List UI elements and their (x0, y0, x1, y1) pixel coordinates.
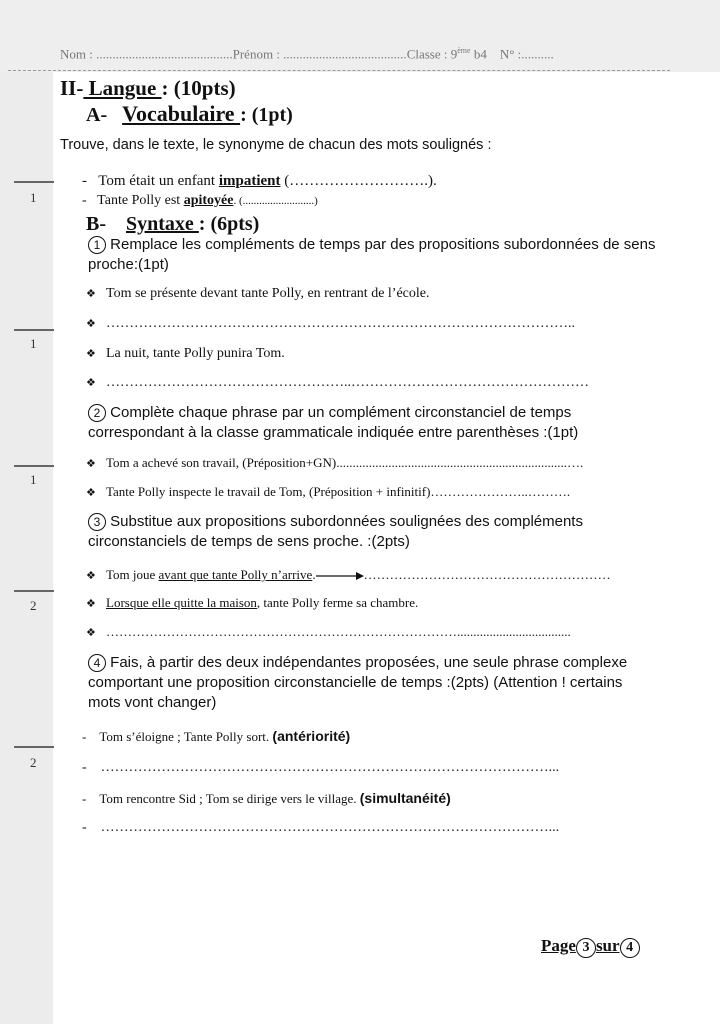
ex4-answer-line: - ……………………………………………………………………………………... (82, 820, 560, 835)
score-ex2: 1 (30, 472, 37, 487)
numero-field: N° :.......... (499, 46, 554, 62)
page-number: Page 3 sur 4 (541, 936, 640, 958)
bullet-icon: ❖ (86, 569, 96, 582)
ex4-item: - Tom s’éloigne ; Tante Polly sort. (antériorité) (82, 728, 351, 744)
vocab-item: - Tom était un enfant impatient (……………………….). (82, 173, 437, 189)
ex3-number: 3 (88, 513, 106, 531)
bullet-icon: ❖ (86, 287, 96, 300)
ex4-instruction: 4 Fais, à partir des deux indépendantes proposées, une seule phrase complexe comportant une proposition circonstancielle de temps :(2pts) (Attention ! certains mots vont changer) (88, 654, 628, 711)
page-total: 4 (620, 938, 640, 958)
classe-sup: ème (457, 46, 471, 55)
ex3-line: ❖ Tom joue avant que tante Polly n’arrive. ………………………………………………… (86, 567, 611, 582)
classe-field: Classe : 9 (406, 46, 458, 62)
vocab-title: A- Vocabulaire : (1pt) (86, 101, 293, 126)
ex1-answer-line: ❖ ……………………………………………………………………………………….. (86, 316, 575, 331)
bullet-icon: ❖ (86, 347, 96, 360)
left-margin (0, 72, 53, 1024)
score-line (14, 590, 54, 592)
bullet-icon: ❖ (86, 597, 96, 610)
bullet-icon: ❖ (86, 486, 96, 499)
score-ex3: 2 (30, 598, 37, 613)
score-ex4: 2 (30, 755, 37, 770)
vocab-instruction: Trouve, dans le texte, le synonyme de chacun des mots soulignés : (60, 137, 492, 153)
ex1-instruction: 1 Remplace les compléments de temps par des propositions subordonnées de sens proche:(1pt) (88, 236, 656, 273)
bullet-icon: ❖ (86, 457, 96, 470)
ex1-line: ❖ La nuit, tante Polly punira Tom. (86, 346, 285, 361)
score-ex1: 1 (30, 336, 37, 351)
nom-field: Nom : .......................................... (60, 46, 233, 62)
ex1-answer-line: ❖ ……………………………………………..…………………………………………… (86, 375, 589, 390)
score-line (14, 181, 54, 183)
prenom-field: Prénom : ...................................... (232, 46, 407, 62)
ex2-number: 2 (88, 404, 106, 422)
score-vocab: 1 (30, 190, 37, 205)
ex3-line: ❖ Lorsque elle quitte la maison, tante Polly ferme sa chambre. (86, 595, 419, 610)
ex4-answer-line: - ……………………………………………………………………………………... (82, 760, 560, 775)
ex1-number: 1 (88, 236, 106, 254)
bullet-icon: ❖ (86, 376, 96, 389)
ex3-instruction: 3 Substitue aux propositions subordonnées soulignées des compléments circonstanciels de temps de sens proche. :(2pts) (88, 513, 583, 550)
ex2-line: ❖ Tante Polly inspecte le travail de Tom, (Préposition + infinitif)…………………..………. (86, 484, 571, 499)
ex4-item: - Tom rencontre Sid ; Tom se dirige vers le village. (simultanéité) (82, 790, 451, 806)
ex1-line: ❖ Tom se présente devant tante Polly, en rentrant de l’école. (86, 286, 430, 301)
bullet-icon: ❖ (86, 317, 96, 330)
score-line (14, 329, 54, 331)
ex3-answer-line: ❖ ………………………………………………………………………................................... (86, 624, 571, 639)
page-current: 3 (576, 938, 596, 958)
arrow-right-icon (316, 571, 364, 581)
ex2-instruction: 2 Complète chaque phrase par un complément circonstanciel de temps correspondant à la classe grammaticale indiquée entre parenthèses :(1pt) (88, 404, 579, 441)
vocab-item: - Tante Polly est apitoyée. (..........................) (82, 193, 318, 208)
ex4-number: 4 (88, 654, 106, 672)
score-line (14, 465, 54, 467)
student-header (60, 46, 554, 62)
ex2-line: ❖ Tom a achevé son travail, (Préposition+GN).......................................................................…. (86, 455, 584, 470)
score-line (14, 746, 54, 748)
syntaxe-title: B- Syntaxe : (6pts) (86, 213, 260, 235)
header-divider (8, 70, 670, 71)
section-title: II- Langue : (10pts) (60, 76, 236, 100)
classe-rest: b4 (470, 46, 487, 62)
bullet-icon: ❖ (86, 626, 96, 639)
